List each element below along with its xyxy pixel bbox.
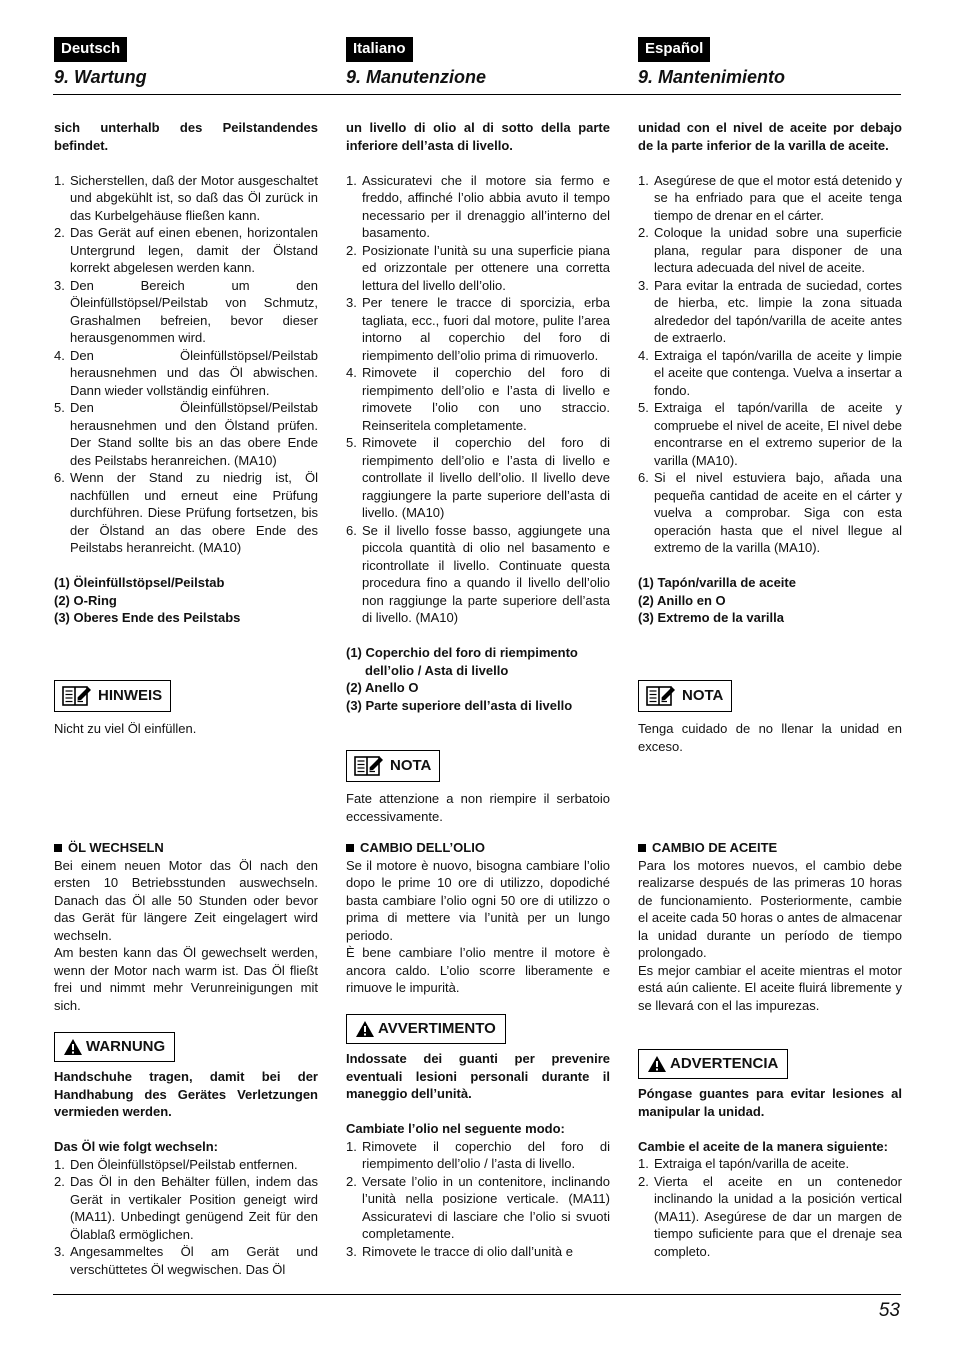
step-text: Extraiga el tapón/varilla de aceite y limpie el aceite que contenga. Vuelva a insertar a fondo. — [654, 347, 902, 398]
list-item — [346, 434, 610, 522]
step-number: 6. — [54, 470, 65, 485]
paragraph: Para los motores nuevos, el cambio debe realizarse después de las primeras 10 horas de funcionamiento. Posteriormente, cambie el aceite cada 50 horas o antes de almacenar la unidad durante un período de tiempo prolongado. — [638, 857, 902, 960]
book-pencil-icon — [646, 685, 676, 707]
step-number: 1. — [638, 172, 649, 188]
step-text: Sicherstellen, daß der Motor ausgeschaltet und abgekühlt ist, so daß das Öl zurück in das Kurbelgehäuse fließen kann. — [70, 172, 318, 223]
list-item — [54, 1173, 318, 1243]
part-label: (3) Oberes Ende des Peilstabs — [54, 610, 241, 625]
page-number: 53 — [878, 1300, 900, 1321]
section-title: 9. Manutenzione — [346, 67, 487, 87]
note-block — [54, 680, 318, 738]
change-steps — [346, 1138, 610, 1261]
paragraph: Bei einem neuen Motor das Öl nach den ersten 10 Betriebsstunden auswechseln. Danach das Öl alle 50 Stunden oder bevor das Gerät für längere Zeit eingelagert wird wechseln. — [54, 857, 318, 943]
warning-triangle-icon — [355, 1020, 375, 1038]
change-heading: Das Öl wie folgt wechseln: — [54, 1139, 218, 1154]
list-item — [54, 1243, 318, 1278]
step-text: Si el nivel estuviera bajo, añada una pequeña cantidad de aceite en el cárter y vuelva a comprobar. Siga con esta operación hasta que el nivel llegue al extremo de la varilla (MA10). — [654, 470, 902, 555]
part-label: (3) Extremo de la varilla — [638, 610, 784, 625]
step-text: Das Gerät auf einen ebenen, horizontalen Untergrund legen, damit der Ölstand korrekt abgelesen werden kann. — [70, 225, 318, 275]
note-block — [346, 750, 610, 825]
list-item — [346, 242, 610, 295]
paragraph: È bene cambiare l’olio mentre il motore è ancora caldo. L’olio scorre liberamente e rimuove le impurità. — [346, 945, 610, 995]
warning-badge-wrap — [638, 1049, 902, 1079]
list-item — [54, 469, 318, 557]
warning-triangle-icon — [647, 1055, 667, 1073]
part-label: (3) Parte superiore dell’asta di livello — [346, 697, 573, 713]
warning-label: WARNUNG — [86, 1038, 166, 1055]
part-label: (1) Coperchio del foro di riempimento dell’olio / Asta di livello — [346, 645, 578, 678]
section-title: 9. Mantenimiento — [638, 67, 786, 87]
list-item — [54, 172, 318, 225]
list-item — [638, 399, 902, 469]
warning-badge-wrap — [54, 1032, 318, 1062]
step-number: 1. — [346, 1138, 357, 1154]
intro-text: sich unterhalb des Peilstandendes befindet. — [54, 120, 318, 153]
step-number: 2. — [54, 1174, 65, 1189]
part-labels — [346, 644, 610, 714]
change-heading: Cambiate l’olio nel seguente modo: — [346, 1121, 565, 1136]
step-number: 4. — [54, 347, 65, 363]
list-item — [54, 347, 318, 400]
list-item — [638, 347, 902, 400]
note-badge — [638, 680, 732, 712]
step-number: 3. — [54, 1244, 65, 1259]
step-text: Den Öleinfüllstöpsel/Peilstab herausnehmen und den Ölstand prüfen. Der Stand sollte bis an das obere Ende des Peilstabs heranreichen. (MA10) — [70, 400, 318, 468]
step-number: 5. — [54, 400, 65, 415]
book-pencil-icon — [354, 755, 384, 777]
check-steps — [54, 172, 318, 557]
list-item — [638, 1155, 902, 1173]
warning-badge — [346, 1014, 506, 1044]
list-item — [638, 172, 902, 225]
note-badge — [54, 680, 171, 712]
step-number: 2. — [346, 1173, 357, 1189]
oil-change-section — [346, 839, 610, 997]
warning-badge — [638, 1049, 788, 1079]
note-block — [638, 680, 902, 755]
step-text: Rimovete il coperchio del foro di riempimento dell’olio / l’asta di livello. — [362, 1138, 610, 1171]
note-label: NOTA — [682, 687, 724, 704]
step-number: 1. — [54, 1156, 65, 1172]
step-text: Per tenere le tracce di sporcizia, erba tagliata, ecc., fuori dal motore, pulite l’area intorno al coperchio del foro di riempimento dell’olio prima di rimuoverlo. — [362, 295, 610, 363]
list-item — [638, 469, 902, 557]
list-item — [638, 1173, 902, 1261]
step-text: Extraiga el tapón/varilla de aceite. — [654, 1156, 850, 1171]
step-text: Angesammeltes Öl am Gerät und verschüttetes Öl wegwischen. Das Öl — [70, 1244, 318, 1277]
intro-text: un livello di olio al di sotto della parte inferiore dell’asta di livello. — [346, 120, 610, 153]
step-text: Rimovete il coperchio del foro di riempimento dell’olio e l’asta di livello e controllate il livello dell’olio. Il livello deve raggiungere la parte superiore dell’asta di livello. (MA10) — [362, 435, 610, 520]
warning-text: Indossate dei guanti per prevenire eventuali lesioni personali durante il maneggio dell’unità. — [346, 1051, 610, 1101]
check-oil-block — [54, 119, 318, 627]
part-label: (2) Anello O — [346, 680, 419, 695]
step-number: 4. — [346, 365, 357, 380]
list-item — [346, 294, 610, 364]
warning-badge — [54, 1032, 175, 1062]
step-text: Versate l’olio in un contenitore, inclinando l’unità nella posizione verticale. (MA11) Assicuratevi di lasciare che l’olio si svuoti completamente. — [362, 1173, 610, 1241]
warning-text: Póngase guantes para evitar lesiones al manipular la unidad. — [638, 1086, 902, 1119]
oil-change-heading: CAMBIO DE ACEITE — [638, 839, 902, 857]
oil-change-section — [638, 839, 902, 1014]
list-item — [346, 1173, 610, 1243]
step-text: Para evitar la entrada de suciedad, cortes de hierba, etc. limpie la zona situada alrededor del tapón/varilla de aceite antes de extraerlo. — [654, 277, 902, 345]
paragraph: Es mejor cambiar el aceite mientras el motor está aún caliente. El aceite fluirá libremente y se llevará con el las impurezas. — [638, 962, 902, 1013]
warning-triangle-icon — [63, 1038, 83, 1056]
list-item — [346, 364, 610, 434]
top-rule — [53, 94, 901, 95]
step-text: Rimovete le tracce di olio dall’unità e — [362, 1243, 573, 1259]
warning-content — [638, 1085, 902, 1260]
change-steps — [638, 1155, 902, 1260]
list-item — [346, 172, 610, 242]
warning-label: AVVERTIMENTO — [378, 1020, 496, 1037]
step-text: Assicuratevi che il motore sia fermo e freddo, affinché l’olio abbia avuto il tempo necessario per il drenaggio all’interno del basamento. — [362, 172, 610, 240]
warning-content — [54, 1068, 318, 1278]
book-pencil-icon — [62, 685, 92, 707]
step-number: 6. — [638, 470, 649, 485]
step-text: Extraiga el tapón/varilla de aceite y compruebe el nivel de aceite, El nivel debe encontrarse en el extremo superior de la varilla (MA10). — [654, 400, 902, 468]
step-text: Das Öl in den Behälter füllen, indem das Gerät in vertikaler Position geneigt wird (MA11). Unbedingt genügend Zeit für den Ölablaß ermöglichen. — [70, 1174, 318, 1242]
section-title: 9. Wartung — [54, 67, 147, 87]
step-number: 5. — [346, 435, 357, 450]
list-item — [638, 277, 902, 347]
note-label: HINWEIS — [98, 687, 163, 704]
list-item — [346, 1138, 610, 1173]
change-heading: Cambie el aceite de la manera siguiente: — [638, 1138, 888, 1154]
warning-text: Handschuhe tragen, damit bei der Handhabung des Gerätes Verletzungen vermieden werden. — [54, 1069, 318, 1119]
list-item — [54, 224, 318, 277]
square-bullet-icon — [346, 844, 354, 852]
step-text: Wenn der Stand zu niedrig ist, Öl nachfüllen und erneut eine Prüfung durchführen. Diese Prüfung fortsetzen, bis der Ölstand an das obere Ende des Peilstabs heranreicht. (MA10) — [70, 470, 318, 555]
note-badge — [346, 750, 440, 782]
step-text: Den Öleinfüllstöpsel/Peilstab herausnehmen und das Öl abwischen. Dann wieder vollständig einführen. — [70, 347, 318, 398]
oil-change-heading: CAMBIO DELL’OLIO — [346, 839, 610, 857]
intro-text: unidad con el nivel de aceite por debajo de la parte inferior de la varilla de aceite. — [638, 120, 902, 153]
step-text: Den Bereich um den Öleinfüllstöpsel/Peilstab von Schmutz, Grashalmen befreien, bevor dieser herausgenommen wird. — [70, 277, 318, 345]
warning-content — [346, 1050, 610, 1260]
note-label: NOTA — [390, 757, 432, 774]
part-label: (2) O-Ring — [54, 592, 117, 608]
check-steps — [346, 172, 610, 627]
list-item — [54, 1156, 318, 1174]
step-number: 2. — [638, 225, 649, 240]
step-number: 3. — [346, 295, 357, 310]
language-tab: Español — [638, 37, 710, 62]
check-steps — [638, 172, 902, 557]
step-number: 2. — [346, 242, 357, 258]
oil-change-section — [54, 839, 318, 1014]
check-oil-block — [638, 119, 902, 627]
note-text: Nicht zu viel Öl einfüllen. — [54, 721, 197, 736]
step-text: Den Öleinfüllstöpsel/Peilstab entfernen. — [70, 1156, 298, 1172]
step-text: Coloque la unidad sobre una superficie plana, regular para disponer de una lectura adecuada del nivel de aceite. — [654, 225, 902, 275]
part-labels — [54, 574, 318, 627]
step-number: 2. — [638, 1173, 649, 1189]
list-item — [346, 1243, 610, 1261]
step-number: 3. — [54, 277, 65, 293]
check-oil-block — [346, 119, 610, 714]
warning-badge-wrap — [346, 1014, 610, 1044]
part-labels — [638, 574, 902, 627]
note-text: Fate attenzione a non riempire il serbatoio eccessivamente. — [346, 791, 610, 824]
step-text: Asegúrese de que el motor está detenido y se ha enfriado para que el aceite tenga tiempo de drenar en el cárter. — [654, 172, 902, 223]
language-tab: Deutsch — [54, 37, 127, 62]
oil-change-heading: ÖL WECHSELN — [54, 839, 318, 857]
paragraph: Am besten kann das Öl gewechselt werden, wenn der Motor nach warm ist. Das Öl fließt frei und nimmt mehr Verunreinigungen mit sich. — [54, 945, 318, 1013]
step-number: 4. — [638, 347, 649, 363]
square-bullet-icon — [54, 844, 62, 852]
step-number: 2. — [54, 225, 65, 240]
bottom-rule — [53, 1294, 901, 1295]
warning-label: ADVERTENCIA — [670, 1055, 779, 1072]
part-label: (1) Öleinfüllstöpsel/Peilstab — [54, 575, 225, 590]
step-number: 3. — [346, 1243, 357, 1259]
step-number: 1. — [54, 172, 65, 188]
list-item — [54, 399, 318, 469]
note-text: Tenga cuidado de no llenar la unidad en exceso. — [638, 721, 902, 754]
list-item — [638, 224, 902, 277]
step-number: 1. — [638, 1156, 649, 1171]
square-bullet-icon — [638, 844, 646, 852]
part-label: (1) Tapón/varilla de aceite — [638, 575, 796, 590]
step-text: Rimovete il coperchio del foro di riempimento dell’olio e l’asta di livello e rimovete l’olio con uno straccio. Reinseritela completamente. — [362, 365, 610, 433]
paragraph: Se il motore è nuovo, bisogna cambiare l’olio dopo le prime 10 ore di utilizzo, dopodiché basta cambiare l’olio ogni 50 ore di utilizzo o prima di mettere via l’unità per un lungo periodo. — [346, 857, 610, 943]
step-text: Vierta el aceite en un contenedor inclinando la unidad a la posición vertical (MA11). Asegúrese de dar un margen de tiempo suficiente para que el drenaje sea completo. — [654, 1173, 902, 1259]
step-number: 6. — [346, 522, 357, 538]
step-number: 1. — [346, 172, 357, 188]
step-text: Se il livello fosse basso, aggiungete una piccola quantità di olio nel basamento e ricontrollate il livello. Continuate questa procedura fino a quando il livello dell’olio non raggiunge la parte superiore dell’asta di livello. (MA10) — [362, 522, 610, 625]
list-item — [346, 522, 610, 627]
part-label: (2) Anillo en O — [638, 592, 726, 608]
change-steps — [54, 1156, 318, 1279]
step-number: 5. — [638, 400, 649, 415]
list-item — [54, 277, 318, 347]
step-number: 3. — [638, 277, 649, 293]
language-tab: Italiano — [346, 37, 413, 62]
step-text: Posizionate l’unità su una superficie piana ed orizzontale per ottenere una corretta lettura del livello dell’olio. — [362, 242, 610, 293]
